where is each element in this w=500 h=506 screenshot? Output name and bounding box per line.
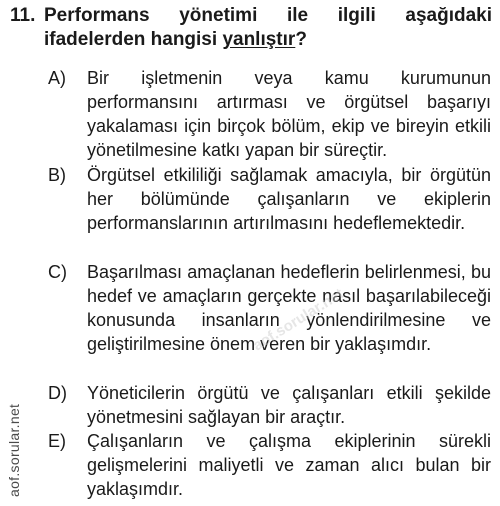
side-watermark: aof.sorular.net [6, 403, 22, 497]
question-stem-end: ? [295, 29, 307, 50]
option-letter: C) [48, 262, 67, 282]
option-text: Başarılması amaçlanan hedeflerin belirlenmesi, bu hedef ve amaçların gerçekte nasıl başarılabileceği konusunda insanların yönlendirilmesine ve geliştirilmesine önem veren bir yaklaşımdır. [87, 262, 491, 354]
option-text: Örgütsel etkililiği sağlamak amacıyla, bir örgütün her bölümünde çalışanların ve ekiplerin performanslarının artırılmasını hedeflemektedir. [87, 165, 491, 233]
diagonal-watermark: aof.sorular.net [250, 285, 347, 355]
option-letter: D) [48, 383, 67, 403]
question-stem [44, 4, 492, 52]
option-text: Yöneticilerin örgütü ve çalışanları etkili şekilde yönetmesini sağlayan bir araçtır. [87, 383, 491, 427]
question-number: 11. [10, 5, 36, 26]
option-letter: B) [48, 165, 66, 185]
question-stem-text: Performans yönetimi ile ilgili aşağıdaki ifadelerden hangisi [44, 5, 492, 50]
option-text: Çalışanların ve çalışma ekiplerinin sürekli gelişmelerini maliyetli ve zaman alıcı bulan bir yaklaşımdır. [87, 431, 491, 499]
question-stem-underlined: yanlıştır [222, 29, 296, 50]
option-text: Bir işletmenin veya kamu kurumunun performansını artırması ve örgütsel başarıyı yakalaması için birçok bölüm, ekip ve bireyin etkili yönetilmesine katkı yapan bir süreçtir. [87, 68, 491, 160]
option-letter: E) [48, 431, 66, 451]
option-letter: A) [48, 68, 66, 88]
